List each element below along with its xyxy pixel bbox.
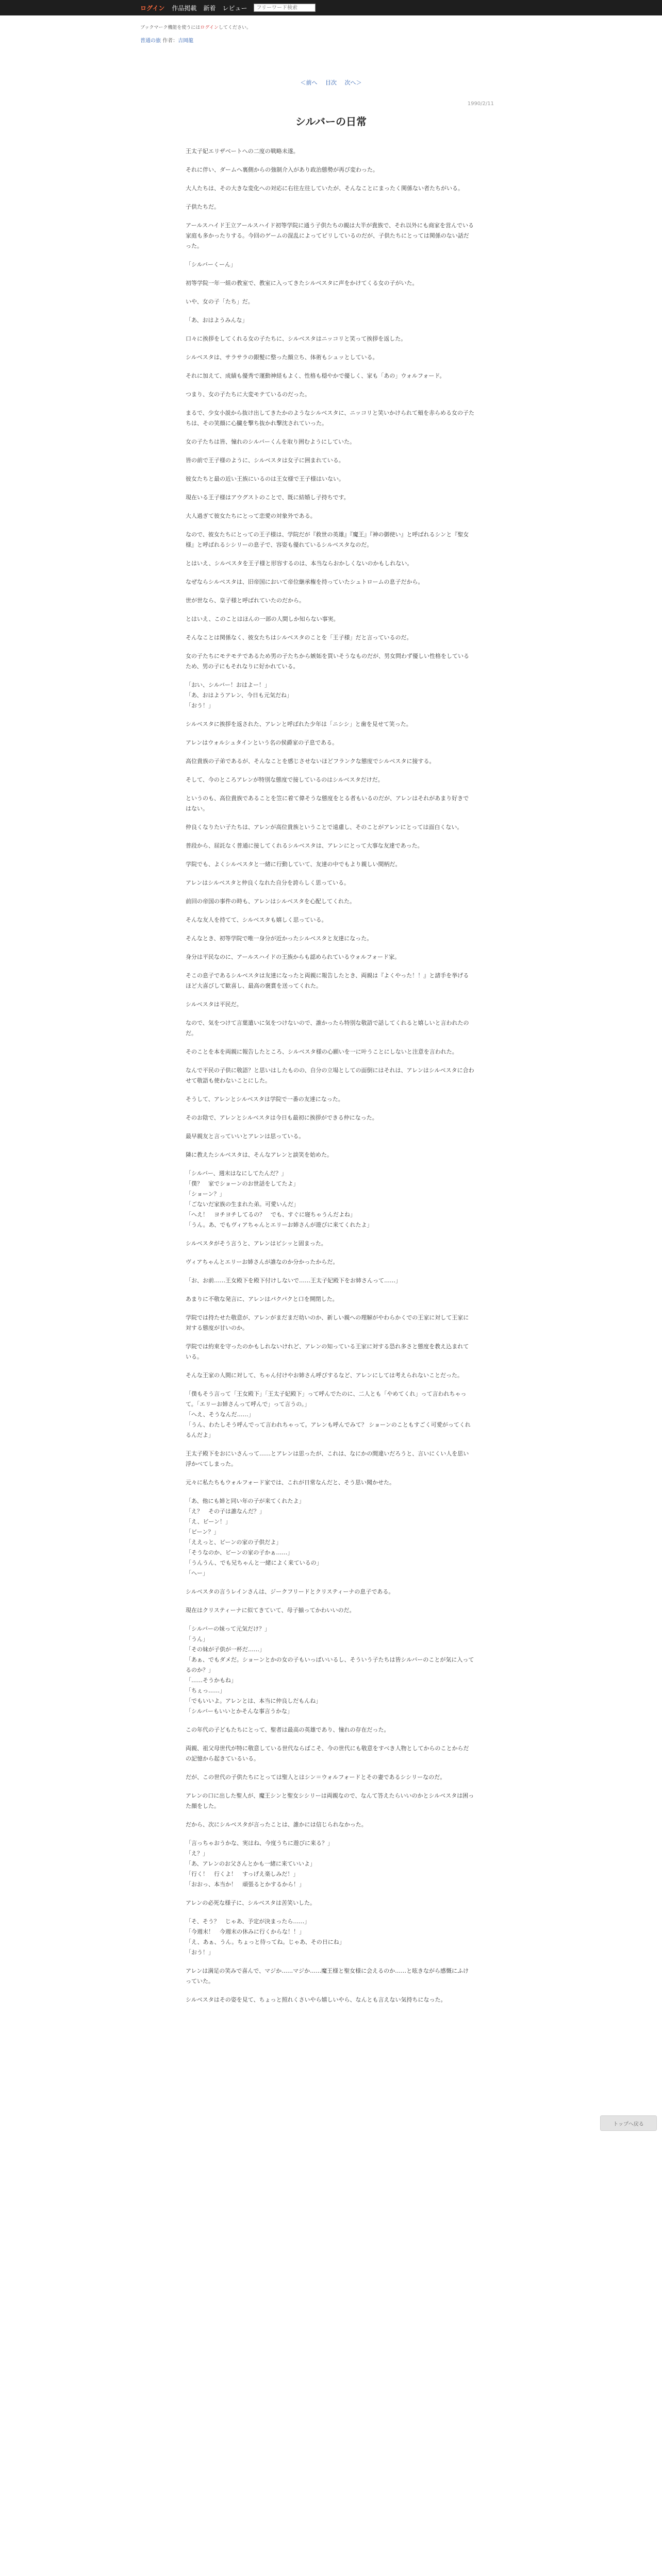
body-paragraph: 前回の帝国の事件の時も、アレンはシルベスタを心配してくれた。 bbox=[186, 898, 356, 905]
body-paragraph: 普段から、屈託なく普通に接してくれるシルベスタは、アレンにとって大事な友達であった。 bbox=[186, 842, 423, 849]
nav-link-review[interactable]: レビュー bbox=[222, 4, 247, 12]
body-paragraph: シルベスタがそう言うと、アレンはピシッと固まった。 bbox=[186, 1240, 327, 1247]
top-nav-bar bbox=[0, 0, 662, 15]
body-paragraph: アレンはシルベスタと仲良くなれた自分を誇らしく思っている。 bbox=[186, 879, 350, 886]
body-paragraph: アレンの必死な様子に、シルベスタは苦笑いした。 bbox=[186, 1900, 316, 1906]
nav-link-post[interactable]: 作品掲載 bbox=[172, 4, 197, 12]
body-paragraph: とはいえ、このことはほんの一部の人間しか知らない事実。 bbox=[186, 616, 339, 622]
body-paragraph: 「シルバーの妹って元気だけ？」 「うん」 「その妹が子供が一杯だ……」 「あぁ、でもダメだ。ショーンとかの女の子もいっぱいいるし、そういう子たちは皆シルバーのことが気に入ってるのか？」 「……そうかもね」 「ちぇっ……」 「でもいいよ。アレンとは、本当に仲良しだもんね」 「シルバーもいいとかそんな事言うかな」 bbox=[186, 1625, 474, 1715]
body-paragraph: シルベスタは平民だ。 bbox=[186, 1001, 242, 1008]
body-paragraph: シルベスタはその姿を見て、ちょっと照れくさいやら嬉しいやら、なんとも言えない気持ちになった。 bbox=[186, 1996, 446, 2003]
body-paragraph: 最早親友と言っていいとアレンは思っている。 bbox=[186, 1133, 305, 1140]
login-notice bbox=[140, 24, 251, 30]
body-paragraph: だが、この世代の子供たちにとっては聖人とはシン＝ウォルフォードとその妻であるシシリーなのだ。 bbox=[186, 1774, 446, 1781]
notice-prefix: ブックマーク機能を使うには bbox=[140, 25, 201, 30]
body-paragraph: そんな王家の人間に対して、ちゃん付けやお姉さん呼びするなど、アレンにしては考えられないことだった。 bbox=[186, 1372, 464, 1379]
body-paragraph: なぜならシルベスタは、旧帝国において帝位継承権を持っていたシュトロームの息子だから。 bbox=[186, 579, 424, 585]
body-paragraph: なんで平民の子供に敬語？と思いはしたものの、自分の立場としての面倒にはそれは、アレンはシルベスタに合わせて敬語も使わないことにした。 bbox=[186, 1067, 474, 1084]
body-paragraph: 「おい、シルバー！おはよー！」 「あ、おはようアレン、今日も元気だね」 「おう！」 bbox=[186, 682, 292, 709]
body-paragraph: 口々に挨拶をしてくれる女の子たちに、シルベスタはニッコリと笑って挨拶を返した。 bbox=[186, 335, 407, 342]
notice-suffix: してください。 bbox=[218, 25, 251, 30]
body-paragraph: そんな友人を持てて、シルベスタも嬉しく思っている。 bbox=[186, 917, 327, 923]
post-date: 1990/2/11 bbox=[467, 101, 494, 107]
body-paragraph: シルベスタは、サラサラの銀髪に整った顔立ち、体術もシュッとしている。 bbox=[186, 354, 378, 361]
body-paragraph: 皆の前で王子様のように、シルベスタは女子に囲まれている。 bbox=[186, 457, 344, 464]
body-paragraph: つまり、女の子たちに大変モテているのだった。 bbox=[186, 391, 310, 398]
nav-links bbox=[140, 0, 316, 15]
body-paragraph: まるで、少女小説から抜け出してきたかのようなシルベスタに、ニッコリと笑いかけられて頬を赤らめる女の子たちは、その笑顔に心臓を撃ち抜かれ撃沈されていった。 bbox=[186, 410, 474, 427]
body-paragraph: 「シルバーくーん」 bbox=[186, 261, 236, 268]
chapter-pager bbox=[0, 78, 662, 87]
body-paragraph: アレンの口に出した聖人が、魔王シンと聖女シシリーは両親なので、なんて答えたらいいのかとシルベスタは困った顔をした。 bbox=[186, 1792, 474, 1809]
chapter-title: シルバーの日常 bbox=[295, 115, 367, 128]
body-paragraph: そんなことは関係なく、彼女たちはシルベスタのことを「王子様」だと言っているのだ。 bbox=[186, 634, 412, 641]
work-link[interactable]: 普通の旅 bbox=[140, 38, 161, 44]
body-paragraph: 大人過ぎて彼女たちにとって恋愛の対象外である。 bbox=[186, 513, 316, 519]
body-paragraph: それに加えて、成績も優秀で運動神経もよく、性格も穏やかで優しく、家も「あの」ウォルフォード。 bbox=[186, 372, 445, 379]
body-paragraph: そこの息子であるシルベスタは友達になったと両親に報告したとき、両親は『よくやった！！』と諸手を挙げるほど大喜びして歓喜し、最高の褒賞を送ってくれた。 bbox=[186, 972, 469, 989]
body-paragraph: だから、次にシルベスタが言ったことは、誰かには信じられなかった。 bbox=[186, 1821, 367, 1828]
login-link[interactable]: ログイン bbox=[140, 4, 165, 12]
body-paragraph: 現在はクリスティーナに似てきていて、母子揃ってかわいいのだ。 bbox=[186, 1607, 355, 1614]
body-paragraph: 「そ、そう？ じゃあ、予定が決まったら……」 「今週末！ 今週末の休みに行くからな！！」 「え、あぁ、うん。ちょっと待ってね。じゃあ、その日にね」 「おう！」 bbox=[186, 1918, 345, 1956]
body-paragraph: 元々に私たちもウォルフォード家では、これが日常なんだと、そう思い聞かせた。 bbox=[186, 1479, 395, 1486]
breadcrumb bbox=[140, 36, 193, 44]
body-paragraph: 「僕もそう言って「王女殿下」「王太子妃殿下」って呼んでたのに、二人とも「やめてくれ」って言われちゃって。「エリーお姉さんって呼んで」って言うの。」 「へえ、そうなんだ……」 「うん、わたしそう呼んでって言われちゃって。アレンも呼んでみて？ ショーンのこともすごく可愛がってくれるんだよ」 bbox=[186, 1391, 471, 1438]
back-to-top-button[interactable]: トップへ戻る bbox=[600, 2115, 657, 2131]
prev-link[interactable]: ＜前へ bbox=[300, 79, 318, 86]
body-paragraph: というのも、高位貴族であることを笠に着て偉そうな態度をとる者もいるのだが、アレンはそれがあまり好きではない。 bbox=[186, 795, 469, 812]
body-paragraph: アレンはウォルシュタインという名の侯爵家の子息である。 bbox=[186, 739, 338, 746]
body-paragraph: 大人たちは、その大きな変化への対応に右往左往していたが、そんなことにまったく関係ない者たちがいる。 bbox=[186, 185, 464, 192]
body-paragraph: そのお陰で、アレンとシルベスタは今日も最初に挨拶ができる仲になった。 bbox=[186, 1114, 378, 1121]
body-paragraph: 世が世なら、皇子様と呼ばれていたのだから。 bbox=[186, 597, 305, 604]
author-prefix: 作者： bbox=[162, 38, 178, 44]
body-paragraph: 隣に教えたシルベスタは、そんなアレンと談笑を始めた。 bbox=[186, 1151, 333, 1158]
body-paragraph: あまりに不敬な発言に、アレンはパクパクと口を開閉した。 bbox=[186, 1296, 338, 1302]
body-paragraph: 初等学院一年一組の教室で、教室に入ってきたシルベスタに声をかけてくる女の子がいた。 bbox=[186, 280, 418, 286]
body-paragraph: 仲良くなりたい子たちは、アレンが高位貴族ということで遠慮し、そのことがアレンにとっては面白くない。 bbox=[186, 824, 463, 831]
body-paragraph: 両親、祖父母世代が特に敬意している世代ならばこそ、今の世代にも敬意をすべき人物としてからのことからだの記憶から起きているいる。 bbox=[186, 1745, 469, 1762]
nav-link-new[interactable]: 新着 bbox=[203, 4, 216, 12]
body-paragraph: 高位貴族の子弟であるが、そんなことを感じさせないほどフランクな態度でシルベスタに接する。 bbox=[186, 758, 435, 765]
next-link[interactable]: 次へ＞ bbox=[344, 79, 362, 86]
body-paragraph: そして、今のところアレンが特別な態度で接しているのはシルベスタだけだ。 bbox=[186, 776, 384, 783]
body-paragraph: アレンは満足の笑みで喜んで、マジか……マジか……魔王様と聖女様に会えるのか……と呟きながら感慨にふけっていた。 bbox=[186, 1968, 469, 1985]
body-paragraph: アールスハイド王立アールスハイド初等学院に通う子供たちの親は大半が貴族で、それ以外にも商家を営んでいる家庭も多かったりする。今回のゲームの混乱によってピリしているのだが、子供たちにとっては関係のない話だった。 bbox=[186, 222, 474, 249]
body-paragraph: 王太子妃エリザベートへの二度の戦略未遂。 bbox=[186, 148, 299, 155]
body-paragraph: 子供たちだ。 bbox=[186, 204, 220, 210]
body-paragraph: 女の子たちにモテモテであるため男の子たちから嫉妬を買いそうなものだが、男女問わず優しい性格をしているため、男の子にもそれなりに好かれている。 bbox=[186, 653, 469, 670]
body-paragraph: 「お、お前……王女殿下を殿下付けしないで……王太子妃殿下をお姉さんって……」 bbox=[186, 1277, 401, 1284]
body-paragraph: シルベスタの言うレインさんは、ジークフリードとクリスティーナの息子である。 bbox=[186, 1588, 394, 1595]
body-paragraph: 彼女たちと最の近い王族にいるのは王女様で王子様はいない。 bbox=[186, 476, 344, 482]
body-paragraph: 女の子たちは皆、憧れのシルバーくんを取り囲むようにしていた。 bbox=[186, 438, 355, 445]
body-paragraph: なので、彼女たちにとっての王子様は、学院だが『救世の英雄』『魔王』『神の御使い』と呼ばれるシンと『聖女様』と呼ばれるシシリーの息子で、容姿も優れているシルベスタなのだ。 bbox=[186, 531, 469, 548]
body-paragraph: 「シルバー、週末はなにしてたんだ？」 「僕？ 家でショーンのお世話をしてたよ」 「ショーン？」 「ごないだ家族の生まれた弟。可愛いんだ」 「へえ！ ヨチヨチしてるの？ でも、すぐに寝ちゃうんだよね」 「うん。あ、でもヴィアちゃんとエリーお姉さんが遊びに来てくれたよ」 bbox=[186, 1170, 373, 1228]
body-paragraph: とはいえ、シルベスタを王子様と形容するのは、本当ならおかしくないのかもしれない。 bbox=[186, 560, 413, 567]
toc-link[interactable]: 目次 bbox=[325, 79, 337, 86]
body-paragraph: 王太子殿下をおにいさんって……とアレンは思ったが、これは、なにかの間違いだろうと、言いにくい人を思い浮かべてしまった。 bbox=[186, 1450, 469, 1467]
body-paragraph: そんなとき、初等学院で唯一身分が近かったシルベスタと友達になった。 bbox=[186, 935, 373, 942]
search-input[interactable] bbox=[254, 4, 316, 12]
body-paragraph: 学院では持たせた敬意が、アレンがまだまだ幼いのか、新しい親への理解がやわらかくでの王家に対して王家に対する態度が甘いのか。 bbox=[186, 1314, 469, 1331]
body-paragraph: 学院でも、よくシルベスタと一緒に行動していて、友達の中でもより親しい間柄だ。 bbox=[186, 861, 401, 868]
body-paragraph: ヴィアちゃんとエリーお姉さんが誰なのか分かったからだ。 bbox=[186, 1259, 339, 1265]
author-link[interactable]: 吉岡龍 bbox=[178, 38, 194, 44]
body-paragraph: シルベスタに挨拶を返された、アレンと呼ばれた少年は「ニシシ」と歯を見せて笑った。 bbox=[186, 721, 412, 727]
body-paragraph: そうして、アレンとシルベスタは学院で一番の友達になった。 bbox=[186, 1096, 344, 1103]
notice-login-link[interactable]: ログイン bbox=[200, 25, 219, 30]
body-paragraph: 学院では約束を守ったのかもしれないけれど、アレンの知っている王家に対する恐れ多さと態度を教え込まれている。 bbox=[186, 1343, 469, 1360]
body-paragraph: 現在いる王子様はアウグストのことで、既に結婚し子持ちです。 bbox=[186, 494, 350, 501]
body-paragraph: 「言っちゃおうかな、実はね、今度うちに遊びに来る？」 「え？」 「あ、アレンのお父さんとかも一緒に来ていいよ」 「行く！ 行くよ！ すっげえ楽しみだ！」 「おおっ、本当か！ 頑張るとかするから！」 bbox=[186, 1840, 333, 1888]
body-paragraph: この年代の子どもたちにとって、聖者は最高の英雄であり、憧れの存在だった。 bbox=[186, 1726, 390, 1733]
body-paragraph: そのことを本を両親に報告したところ、シルベスタ様の心願いを一に叶うことにしないと注意を言われた。 bbox=[186, 1048, 458, 1055]
body-paragraph: 身分は平民なのに、アールスハイドの王族からも認められているウォルフォード家。 bbox=[186, 954, 401, 960]
body-paragraph: なので、気をつけて言葉遣いに気をつけないので、誰かったら特別な敬語で話してくれると嬉しいと言われたのだ。 bbox=[186, 1020, 469, 1037]
body-paragraph: それに伴い、ダームへ裏側からの強制介入があり政治態勢が再び変わった。 bbox=[186, 166, 378, 173]
body-paragraph: 「あ、おはようみんな」 bbox=[186, 317, 248, 324]
chapter-body bbox=[186, 146, 474, 2013]
body-paragraph: 「あ、他にも姉と同い年の子が来てくれたよ」 「え？ その子は誰なんだ？」 「え、ビーン！」 「ビーン？」 「ええっと、ビーンの家の子供だよ」 「そうなのか、ビーンの家の子かぁ……」 「うんうん、でも兄ちゃんと一緒によく来ているの」 「へー」 bbox=[186, 1498, 322, 1577]
body-paragraph: いや、女の子「たち」だ。 bbox=[186, 298, 254, 305]
